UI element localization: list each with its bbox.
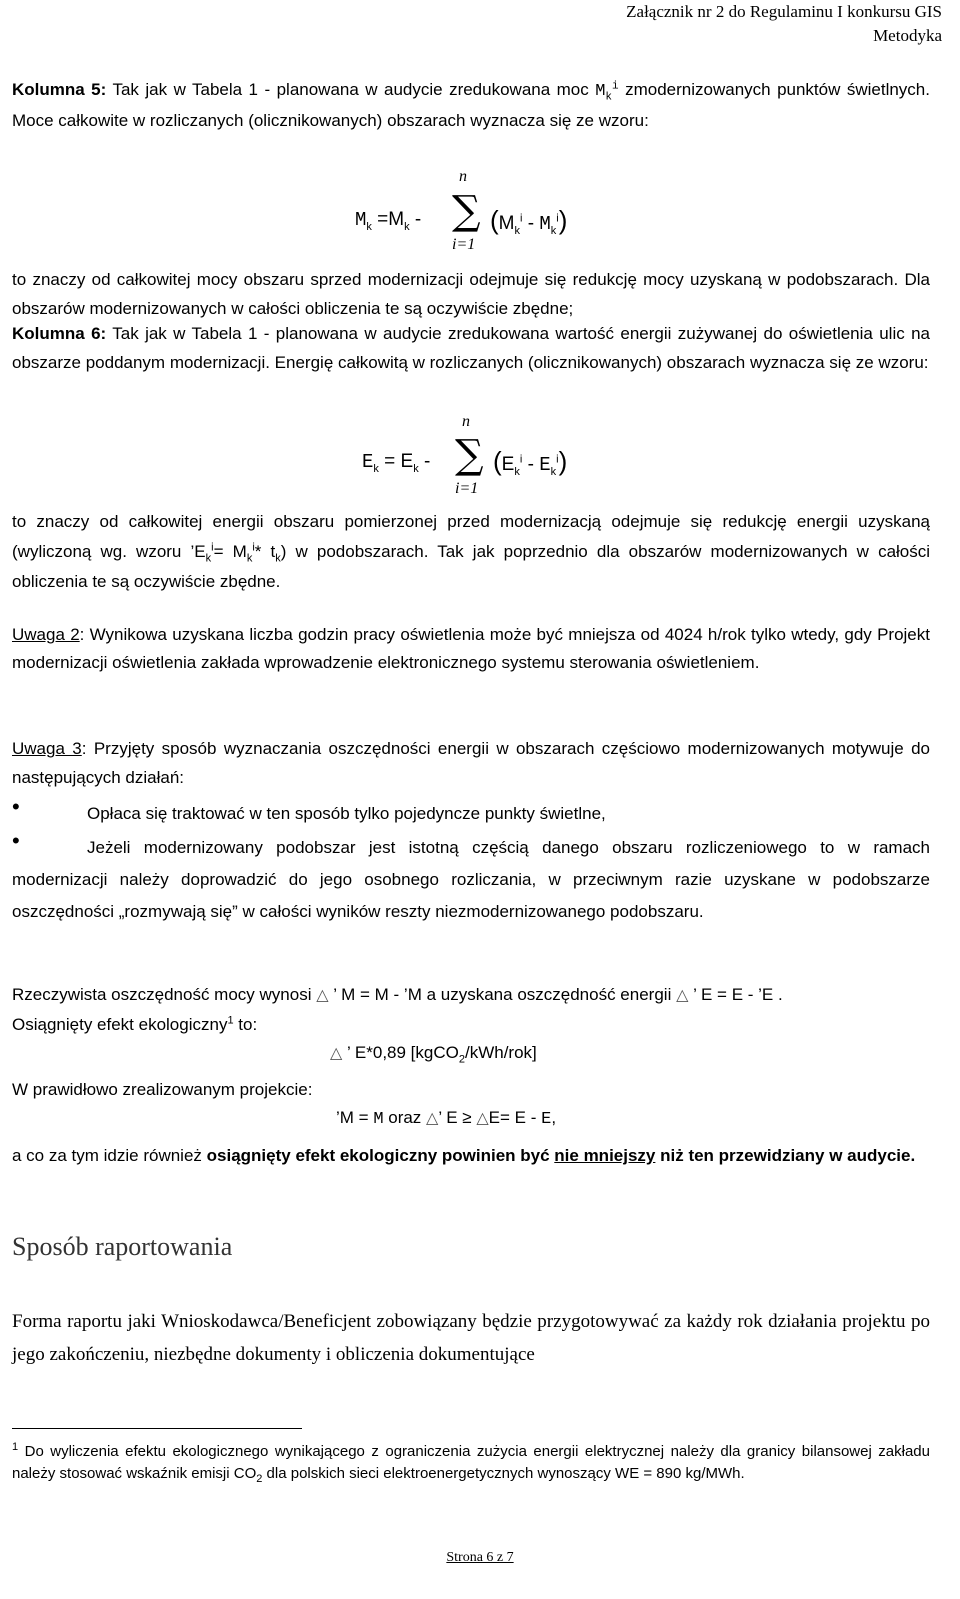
note2-text: : Wynikowa uzyskana liczba godzin pracy oświetlenia może być mniejsza od 4024 h/rok tylko wtedy, gdy Projekt modernizacji oświetlenia zakłada wprowadzenie elektronicznego systemu sterowania oświetleniem.: [12, 625, 930, 672]
note2-paragraph: [12, 621, 930, 677]
page-number: Strona 6 z 7: [446, 1550, 514, 1565]
power-explanation: to znaczy od całkowitej mocy obszaru sprzed modernizacji odejmuje się redukcję mocy uzyskaną w podobszarach. Dla obszarów modernizowanych w całości obliczenia te są oczywiście zbędne;: [12, 270, 930, 318]
power-formula-lhs: $M_k =M_k$ -: [355, 209, 422, 233]
savings-paragraph: Rzeczywista oszczędność mocy wynosi △ ’ M = M - ’M a uzyskana oszczędność energii △ ’ E = E - ’E . Osiągnięty efekt ekologiczny$^1$ to:: [12, 985, 783, 1034]
delta-triangle-icon: △: [676, 985, 689, 1004]
column5-paragraph: [12, 75, 930, 135]
column5-label: Kolumna 5:: [12, 80, 107, 99]
footnote-ref: 1: [227, 1014, 234, 1027]
page-header: [626, 0, 942, 48]
delta-triangle-icon: △: [316, 985, 329, 1004]
section-heading: Sposób raportowania: [12, 1232, 233, 1261]
note3-paragraph: [12, 734, 930, 792]
energy-explanation: to znaczy od całkowitej energii obszaru pomierzonej przed modernizacją odejmuje się redukcję energii uzyskaną (wyliczoną wg. wzoru $’E_k^i= M_k^i*$ $t_k$) w podobszarach. Tak jak poprzednio dla obszarów modernizowanych w całości obliczenia te są oczywiście zbędne.: [12, 512, 931, 591]
note3-text: : Przyjęty sposób wyznaczania oszczędności energii w obszarach częściowo modernizowanych motywuje do następujących działań:: [12, 739, 930, 787]
column6-label: Kolumna 6:: [12, 324, 107, 343]
sigma-icon: ∑: [452, 188, 481, 234]
footnote-separator: [12, 1428, 302, 1429]
energy-formula-rhs: $(E_k^i - E_k^i)$: [493, 446, 568, 478]
note2-label: Uwaga 2: [12, 625, 80, 644]
delta-triangle-icon: △: [476, 1108, 489, 1127]
project-intro: W prawidłowo zrealizowanym projekcie:: [12, 1080, 313, 1099]
sigma-icon: ∑: [455, 432, 484, 478]
mk-symbol: $M_k^i$: [595, 80, 619, 104]
final-statement: a co za tym idzie również osiągnięty efekt ekologiczny powinien być nie mniejszy niż ten przewidziany w audycie.: [12, 1146, 916, 1165]
sum-lower-limit-2: i=1: [455, 480, 479, 497]
header-title: Załącznik nr 2 do Regulaminu I konkursu GIS: [626, 2, 942, 21]
delta-triangle-icon: △: [426, 1108, 439, 1127]
footnote: $^1$ Do wyliczenia efektu ekologicznego wynikającego z ograniczenia zużycia energii elektrycznej należy dla granicy bilansowej zakładu należy stosować wskaźnik emisji $CO_2$ dla polskich sieci elektroenergetycznych wynoszący WE = 890 kg/MWh.: [12, 1441, 930, 1485]
section-text: Forma raportu jaki Wnioskodawca/Beneficjent zobowiązany będzie przygotowywać za każdy rok działania projektu po jego zakończeniu, niezbędne dokumenty i obliczenia dokumentujące: [12, 1311, 930, 1365]
power-formula-rhs: $(M_k^i - M_k^i)$: [490, 205, 568, 237]
bullet-item-1: Opłaca się traktować w ten sposób tylko pojedyncze punkty świetlne,: [87, 804, 606, 823]
column5-text-b: zmodernizowanych punktów świetlnych. Moce całkowite w rozliczanych (olicznikowanych) obszarach wyznacza się ze wzoru:: [12, 80, 930, 130]
energy-formula-lhs: $E_k = E_k$ -: [362, 451, 431, 475]
delta-triangle-icon: △: [330, 1043, 343, 1062]
sum-upper-limit: n: [459, 168, 467, 185]
bullet-dot-icon: •: [12, 794, 20, 819]
column6-paragraph: [12, 319, 930, 377]
project-condition-formula: ’M = M oraz △’ E ≥ △E= E - E,: [336, 1108, 557, 1129]
note3-label: Uwaga 3: [12, 739, 82, 758]
bullet-item-2: Jeżeli modernizowany podobszar jest istotną częścią danego obszaru rozliczeniowego to w ramach modernizacji należy doprowadzić do jego osobnego rozliczania, w przeciwnym razie uzyskane w podobszarze oszczędności „rozmywają się” w całości wyników reszty niezmodernizowanego podobszaru.: [12, 838, 930, 921]
column6-text: Tak jak w Tabela 1 - planowana w audycie zredukowana wartość energii zużywanej do oświetlenia ulic na obszarze poddanym modernizacji. Energię całkowitą w rozliczanych (olicznikowanych) obszarach wyznacza się ze wzoru:: [12, 324, 930, 372]
header-subtitle: Metodyka: [873, 26, 942, 45]
page-footer: [0, 1550, 960, 1566]
bullet-dot-icon: •: [12, 828, 20, 853]
eco-effect-formula: △ ’ E*0,89 [kgCO$_2$/kWh/rok]: [330, 1043, 537, 1066]
sum-upper-limit-2: n: [462, 413, 470, 430]
column5-text-a: Tak jak w Tabela 1 - planowana w audycie zredukowana moc: [106, 80, 596, 99]
sum-lower-limit: i=1: [452, 236, 476, 253]
